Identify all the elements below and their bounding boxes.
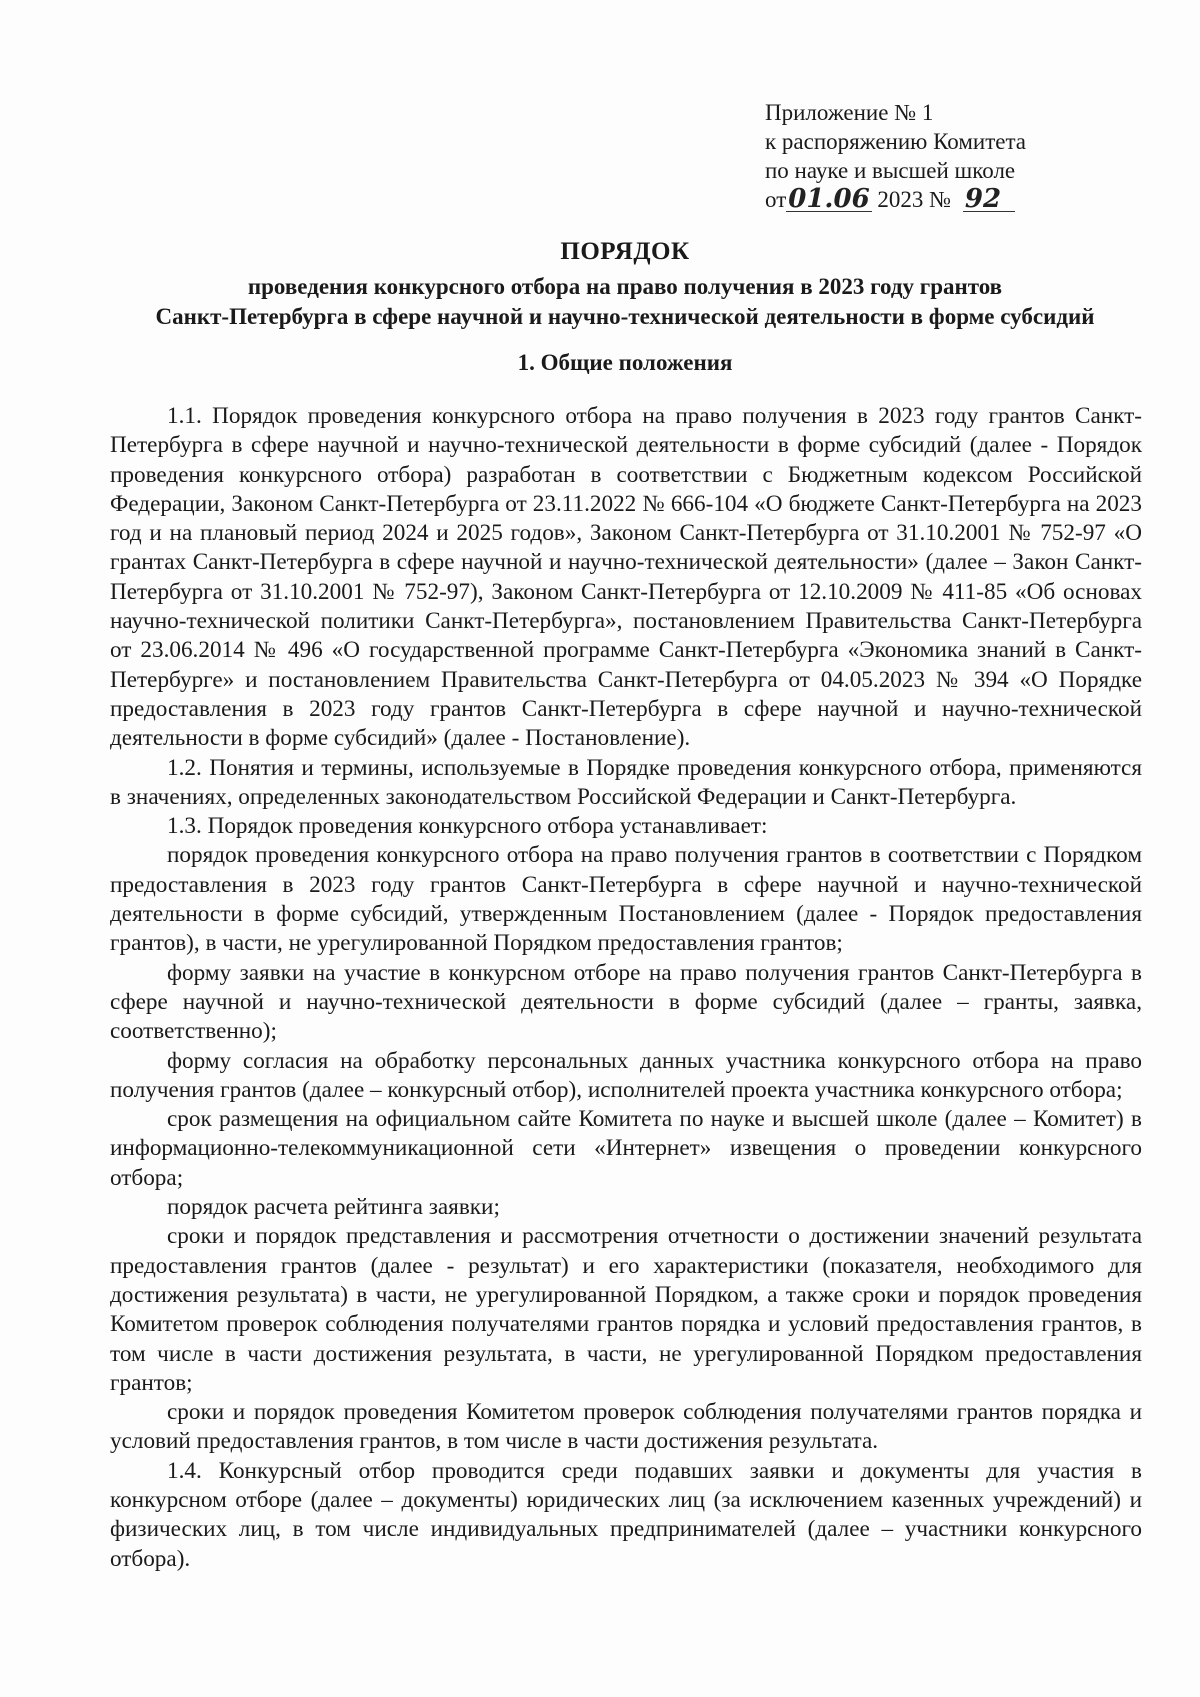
appendix-committee: по науке и высшей школе xyxy=(765,158,1016,183)
appendix-date-line xyxy=(765,185,1095,214)
list-item: срок размещения на официальном сайте Комитета по науке и высшей школе (далее – Комитет) в информационно-телекоммуникационной сети «Интернет» извещения о проведении конкурсного отбора; xyxy=(110,1106,1142,1191)
handwritten-number: 92 xyxy=(963,187,1015,212)
title-main: ПОРЯДОК xyxy=(560,238,690,265)
paragraph-1-3: 1.3. Порядок проведения конкурсного отбора устанавливает: xyxy=(167,813,768,840)
list-item: порядок расчета рейтинга заявки; xyxy=(167,1194,500,1221)
title-subtitle-line2: Санкт-Петербурга в сфере научной и научно-технической деятельности в форме субсидий xyxy=(155,304,1095,329)
appendix-title: Приложение № 1 xyxy=(765,100,934,125)
list-item: форму заявки на участие в конкурсном отборе на право получения грантов Санкт-Петербурга в сфере научной и научно-технической деятельности в форме субсидий (далее – гранты, заявка, соответственно); xyxy=(110,959,1142,1045)
paragraph-1-4: 1.4. Конкурсный отбор проводится среди подавших заявки и документы для участия в конкурсном отборе (далее – документы) юридических лиц (за исключением казенных учреждений) и физических лиц, в том числе индивидуальных предпринимателей (далее – участники конкурсного отбора). xyxy=(110,1457,1142,1572)
list-item: форму согласия на обработку персональных данных участника конкурсного отбора на право получения грантов (далее – конкурсный отбор), исполнителей проекта участника конкурсного отбора; xyxy=(110,1047,1142,1103)
date-year: 2023 № xyxy=(877,187,952,212)
list-item: порядок проведения конкурсного отбора на право получения грантов в соответствии с Порядком предоставления в 2023 году грантов Санкт-Петербурга в сфере научной и научно-технической деятельности в форме субсидий, утвержденным Постановлением (далее - Порядок предоставления грантов), в части, не урегулированной Порядком предоставления грантов; xyxy=(110,842,1142,957)
list-item: сроки и порядок проведения Комитетом проверок соблюдения получателями грантов порядка и условий предоставления грантов, в том числе в части достижения результата. xyxy=(110,1399,1142,1455)
paragraph-1-2: 1.2. Понятия и термины, используемые в Порядке проведения конкурсного отбора, применяются в значениях, определенных законодательством Российской Федерации и Санкт-Петербурга. xyxy=(110,754,1142,810)
title-subtitle-line1: проведения конкурсного отбора на право получения в 2023 году грантов xyxy=(247,274,1003,299)
document-body xyxy=(110,402,1142,1574)
date-prefix: от xyxy=(765,187,787,212)
appendix-order-ref: к распоряжению Комитета xyxy=(765,129,1026,154)
section-heading: 1. Общие положения xyxy=(517,350,733,375)
handwritten-date: 01.06 xyxy=(788,184,870,214)
appendix-header xyxy=(765,98,1095,214)
document-title xyxy=(115,236,1135,332)
paragraph-1-1: 1.1. Порядок проведения конкурсного отбора на право получения в 2023 году грантов Санкт-Петербурга в сфере научной и научно-технической деятельности в форме субсидий (далее - Порядок проведения конкурсного отбора) разработан в соответствии с Бюджетным кодексом Российской Федерации, Законом Санкт-Петербурга от 23.11.2022 № 666-104 «О бюджете Санкт-Петербурга на 2023 год и на плановый период 2024 и 2025 годов», Законом Санкт-Петербурга от 31.10.2001 № 752-97 «О грантах Санкт-Петербурга в сфере научной и научно-технической деятельности» (далее – Закон Санкт-Петербурга от 31.10.2001 № 752-97), Законом Санкт-Петербурга от 12.10.2009 № 411-85 «Об основах научно-технической политики Санкт-Петербурга», постановлением Правительства Санкт-Петербурга от 23.06.2014 № 496 «О государственной программе Санкт-Петербурга «Экономика знаний в Санкт-Петербурге» и постановлением Правительства Санкт-Петербурга от 04.05.2023 № 394 «О Порядке предоставления в 2023 году грантов Санкт-Петербурга в сфере научной и научно-технической деятельности в форме субсидий» (далее - Постановление). xyxy=(110,403,1142,752)
list-item: сроки и порядок представления и рассмотрения отчетности о достижении значений результата предоставления грантов (далее - результат) и его характеристики (показателя, необходимого для достижения результата) в части, не урегулированной Порядком, а также сроки и порядок проведения Комитетом проверок соблюдения получателями грантов порядка и условий предоставления грантов, в том числе в части достижения результата, в части, не урегулированной Порядком предоставления грантов; xyxy=(110,1223,1142,1396)
